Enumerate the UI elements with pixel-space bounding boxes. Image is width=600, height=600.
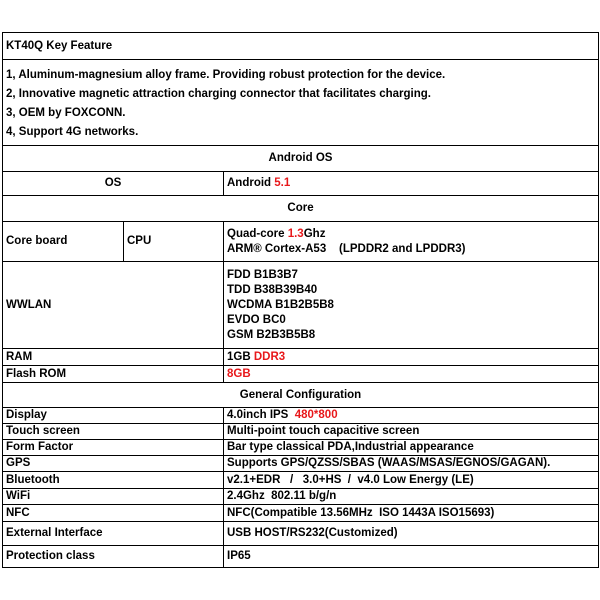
feature-item: 1, Aluminum-magnesium alloy frame. Providing robust protection for the device. bbox=[6, 69, 446, 81]
spec-value: Bar type classical PDA,Industrial appearance bbox=[224, 440, 599, 456]
flash-label: Flash ROM bbox=[3, 366, 224, 383]
title-row bbox=[3, 33, 599, 60]
spec-label: Form Factor bbox=[3, 440, 224, 456]
os-row bbox=[3, 172, 599, 196]
cpu-line-1 bbox=[227, 227, 595, 242]
display-value bbox=[224, 408, 599, 424]
section-general-row bbox=[3, 383, 599, 408]
section-android-row bbox=[3, 146, 599, 172]
spec-value: 2.4Ghz 802.11 b/g/n bbox=[224, 489, 599, 505]
wwlan-band: EVDO BC0 bbox=[227, 313, 286, 326]
spec-value: v2.1+EDR / 3.0+HS / v4.0 Low Energy (LE) bbox=[224, 472, 599, 489]
wwlan-band: TDD B38B39B40 bbox=[227, 283, 318, 296]
spec-value: NFC(Compatible 13.56MHz ISO 1443A ISO15693) bbox=[224, 505, 599, 522]
os-label: OS bbox=[3, 172, 224, 196]
spec-row bbox=[3, 456, 599, 472]
feature-item: 4, Support 4G networks. bbox=[6, 126, 139, 138]
ram-row bbox=[3, 349, 599, 366]
spec-row bbox=[3, 472, 599, 489]
section-header-general: General Configuration bbox=[3, 383, 599, 408]
display-size: 4.0inch IPS bbox=[227, 409, 295, 421]
protection-row bbox=[3, 546, 599, 568]
features-row bbox=[3, 60, 599, 146]
spec-label: External Interface bbox=[3, 522, 224, 546]
spec-row bbox=[3, 440, 599, 456]
cpu-line-2: ARM® Cortex-A53 (LPDDR2 and LPDDR3) bbox=[227, 242, 466, 255]
spec-label: Bluetooth bbox=[3, 472, 224, 489]
wwlan-bands bbox=[224, 262, 599, 349]
display-row bbox=[3, 408, 599, 424]
spec-value: Supports GPS/QZSS/SBAS (WAAS/MSAS/EGNOS/GAGAN). bbox=[224, 456, 599, 472]
flash-value: 8GB bbox=[224, 366, 599, 383]
spec-sheet bbox=[2, 32, 598, 568]
os-value bbox=[224, 172, 599, 196]
protection-label: Protection class bbox=[3, 546, 224, 568]
wwlan-label: WWLAN bbox=[3, 262, 224, 349]
spec-value: Multi-point touch capacitive screen bbox=[224, 424, 599, 440]
section-header-android: Android OS bbox=[3, 146, 599, 172]
feature-item: 3, OEM by FOXCONN. bbox=[6, 107, 126, 119]
wwlan-band: WCDMA B1B2B5B8 bbox=[227, 298, 334, 311]
spec-row bbox=[3, 522, 599, 546]
wwlan-row bbox=[3, 262, 599, 349]
cpu-speed: 1.3 bbox=[287, 227, 304, 240]
section-header-core: Core bbox=[3, 196, 599, 222]
feature-list bbox=[3, 60, 599, 146]
cpu-cores: Quad-core bbox=[227, 227, 288, 240]
wwlan-band: FDD B1B3B7 bbox=[227, 268, 298, 281]
ram-value bbox=[224, 349, 599, 366]
display-resolution: 480*800 bbox=[294, 409, 338, 421]
ram-label: RAM bbox=[3, 349, 224, 366]
spec-row bbox=[3, 489, 599, 505]
os-version: 5.1 bbox=[274, 177, 291, 189]
spec-row bbox=[3, 505, 599, 522]
ram-size: 1GB bbox=[227, 350, 254, 363]
core-board-label: Core board bbox=[3, 222, 124, 262]
ram-type: DDR3 bbox=[253, 350, 286, 363]
spec-value: USB HOST/RS232(Customized) bbox=[224, 522, 599, 546]
spec-label: GPS bbox=[3, 456, 224, 472]
spec-label: Touch screen bbox=[3, 424, 224, 440]
spec-label: WiFi bbox=[3, 489, 224, 505]
cpu-label: CPU bbox=[124, 222, 224, 262]
spec-table bbox=[2, 32, 599, 568]
os-value-prefix: Android bbox=[227, 177, 275, 189]
wwlan-band: GSM B2B3B5B8 bbox=[227, 328, 316, 341]
protection-value: IP65 bbox=[224, 546, 599, 568]
display-label: Display bbox=[3, 408, 224, 424]
feature-item: 2, Innovative magnetic attraction charging connector that facilitates charging. bbox=[6, 88, 431, 100]
cpu-value bbox=[224, 222, 599, 262]
flash-row bbox=[3, 366, 599, 383]
core-board-row bbox=[3, 222, 599, 262]
spec-label: NFC bbox=[3, 505, 224, 522]
title: KT40Q Key Feature bbox=[3, 33, 599, 60]
cpu-speed-unit: Ghz bbox=[303, 227, 326, 240]
section-core-row bbox=[3, 196, 599, 222]
spec-row bbox=[3, 424, 599, 440]
